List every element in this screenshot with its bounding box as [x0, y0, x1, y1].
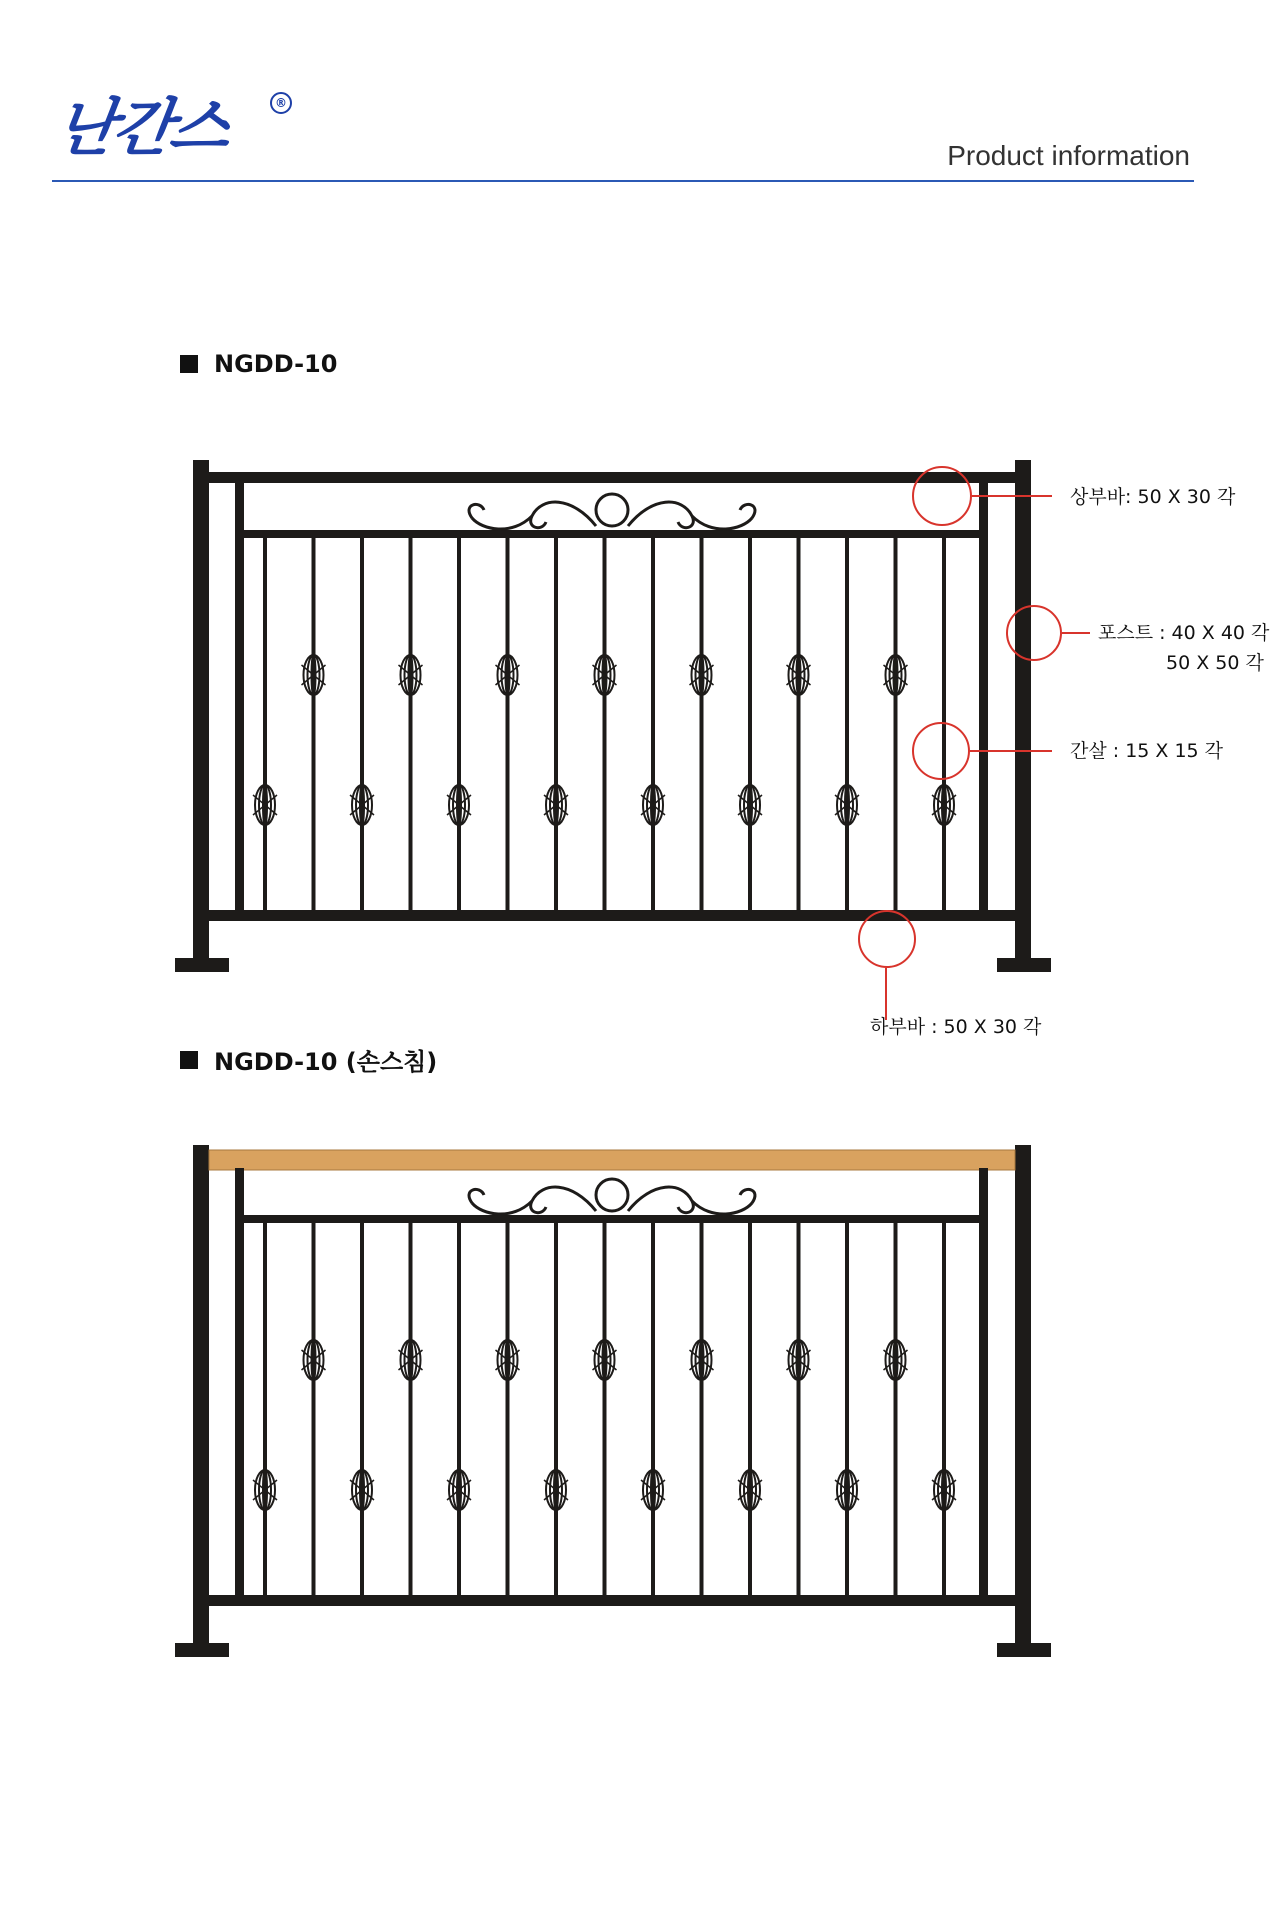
inner-frame-right [979, 1168, 988, 1598]
brand-logo [50, 88, 296, 176]
base-plate-left [175, 1643, 229, 1657]
post-left [193, 1145, 209, 1645]
spec-baluster: 간살 : 15 X 15 각 [1070, 740, 1224, 762]
baluster [506, 538, 510, 910]
baluster [700, 1223, 704, 1595]
baluster [700, 538, 704, 910]
spec-post-line2: 50 X 50 각 [1166, 652, 1264, 674]
base-plate-right [997, 1643, 1051, 1657]
baluster [409, 538, 413, 910]
baluster [651, 1223, 655, 1595]
spec-post-line1: 포스트 : 40 X 40 각 [1098, 622, 1270, 644]
railing-image-ngdd-10-handrail [175, 1145, 1055, 1675]
bullet-square-icon [180, 1051, 198, 1069]
logo-wordmark: 난간스 [50, 91, 232, 164]
baluster [894, 1223, 898, 1595]
inner-frame-right [979, 483, 988, 913]
spec-top-bar: 상부바: 50 X 30 각 [1070, 486, 1236, 508]
wood-handrail [209, 1150, 1015, 1170]
baluster [312, 1223, 316, 1595]
scroll-ornament [469, 494, 755, 529]
baluster [748, 1223, 752, 1595]
section-title-ngdd-10 [180, 350, 337, 378]
spec-bottom-bar: 하부바 : 50 X 30 각 [870, 1016, 1042, 1038]
post-right [1015, 460, 1031, 960]
baluster [603, 1223, 607, 1595]
inner-frame-left [235, 483, 244, 913]
section-title-text: NGDD-10 (손스침) [214, 1048, 438, 1076]
callout-circle-bottom-bar [858, 910, 916, 968]
baluster [360, 1223, 364, 1595]
top-bar [209, 472, 1015, 483]
baluster [457, 538, 461, 910]
page-subtitle: Product information [947, 140, 1190, 171]
baluster [845, 538, 849, 910]
base-plate-left [175, 958, 229, 972]
post-right [1015, 1145, 1031, 1645]
header-divider [52, 180, 1194, 182]
baluster [554, 1223, 558, 1595]
callout-circle-baluster [912, 722, 970, 780]
railing-image-ngdd-10 [175, 460, 1055, 990]
baluster [457, 1223, 461, 1595]
scroll-ornament [469, 1179, 755, 1214]
baluster [506, 1223, 510, 1595]
callout-circle-top-bar [912, 466, 972, 526]
baluster [894, 538, 898, 910]
baluster [554, 538, 558, 910]
baluster [942, 1223, 946, 1595]
baluster [797, 538, 801, 910]
inner-top-rail [235, 1215, 988, 1223]
base-plate-right [997, 958, 1051, 972]
callout-circle-post [1006, 605, 1062, 661]
baluster [409, 1223, 413, 1595]
bottom-bar [209, 1595, 1015, 1606]
baluster [748, 538, 752, 910]
section-title-ngdd-10-handrail [180, 1042, 437, 1077]
leader-line-post [1062, 632, 1090, 634]
baluster [651, 538, 655, 910]
bullet-square-icon [180, 355, 198, 373]
baluster [845, 1223, 849, 1595]
inner-frame-left [235, 1168, 244, 1598]
leader-line-top-bar [972, 495, 1052, 497]
post-left [193, 460, 209, 960]
registered-mark-icon: ® [270, 92, 292, 114]
baluster [263, 538, 267, 910]
baluster [312, 538, 316, 910]
section-title-text: NGDD-10 [214, 350, 338, 378]
baluster [603, 538, 607, 910]
baluster [263, 1223, 267, 1595]
leader-line-baluster [970, 750, 1052, 752]
baluster [797, 1223, 801, 1595]
inner-top-rail [235, 530, 988, 538]
baluster [360, 538, 364, 910]
